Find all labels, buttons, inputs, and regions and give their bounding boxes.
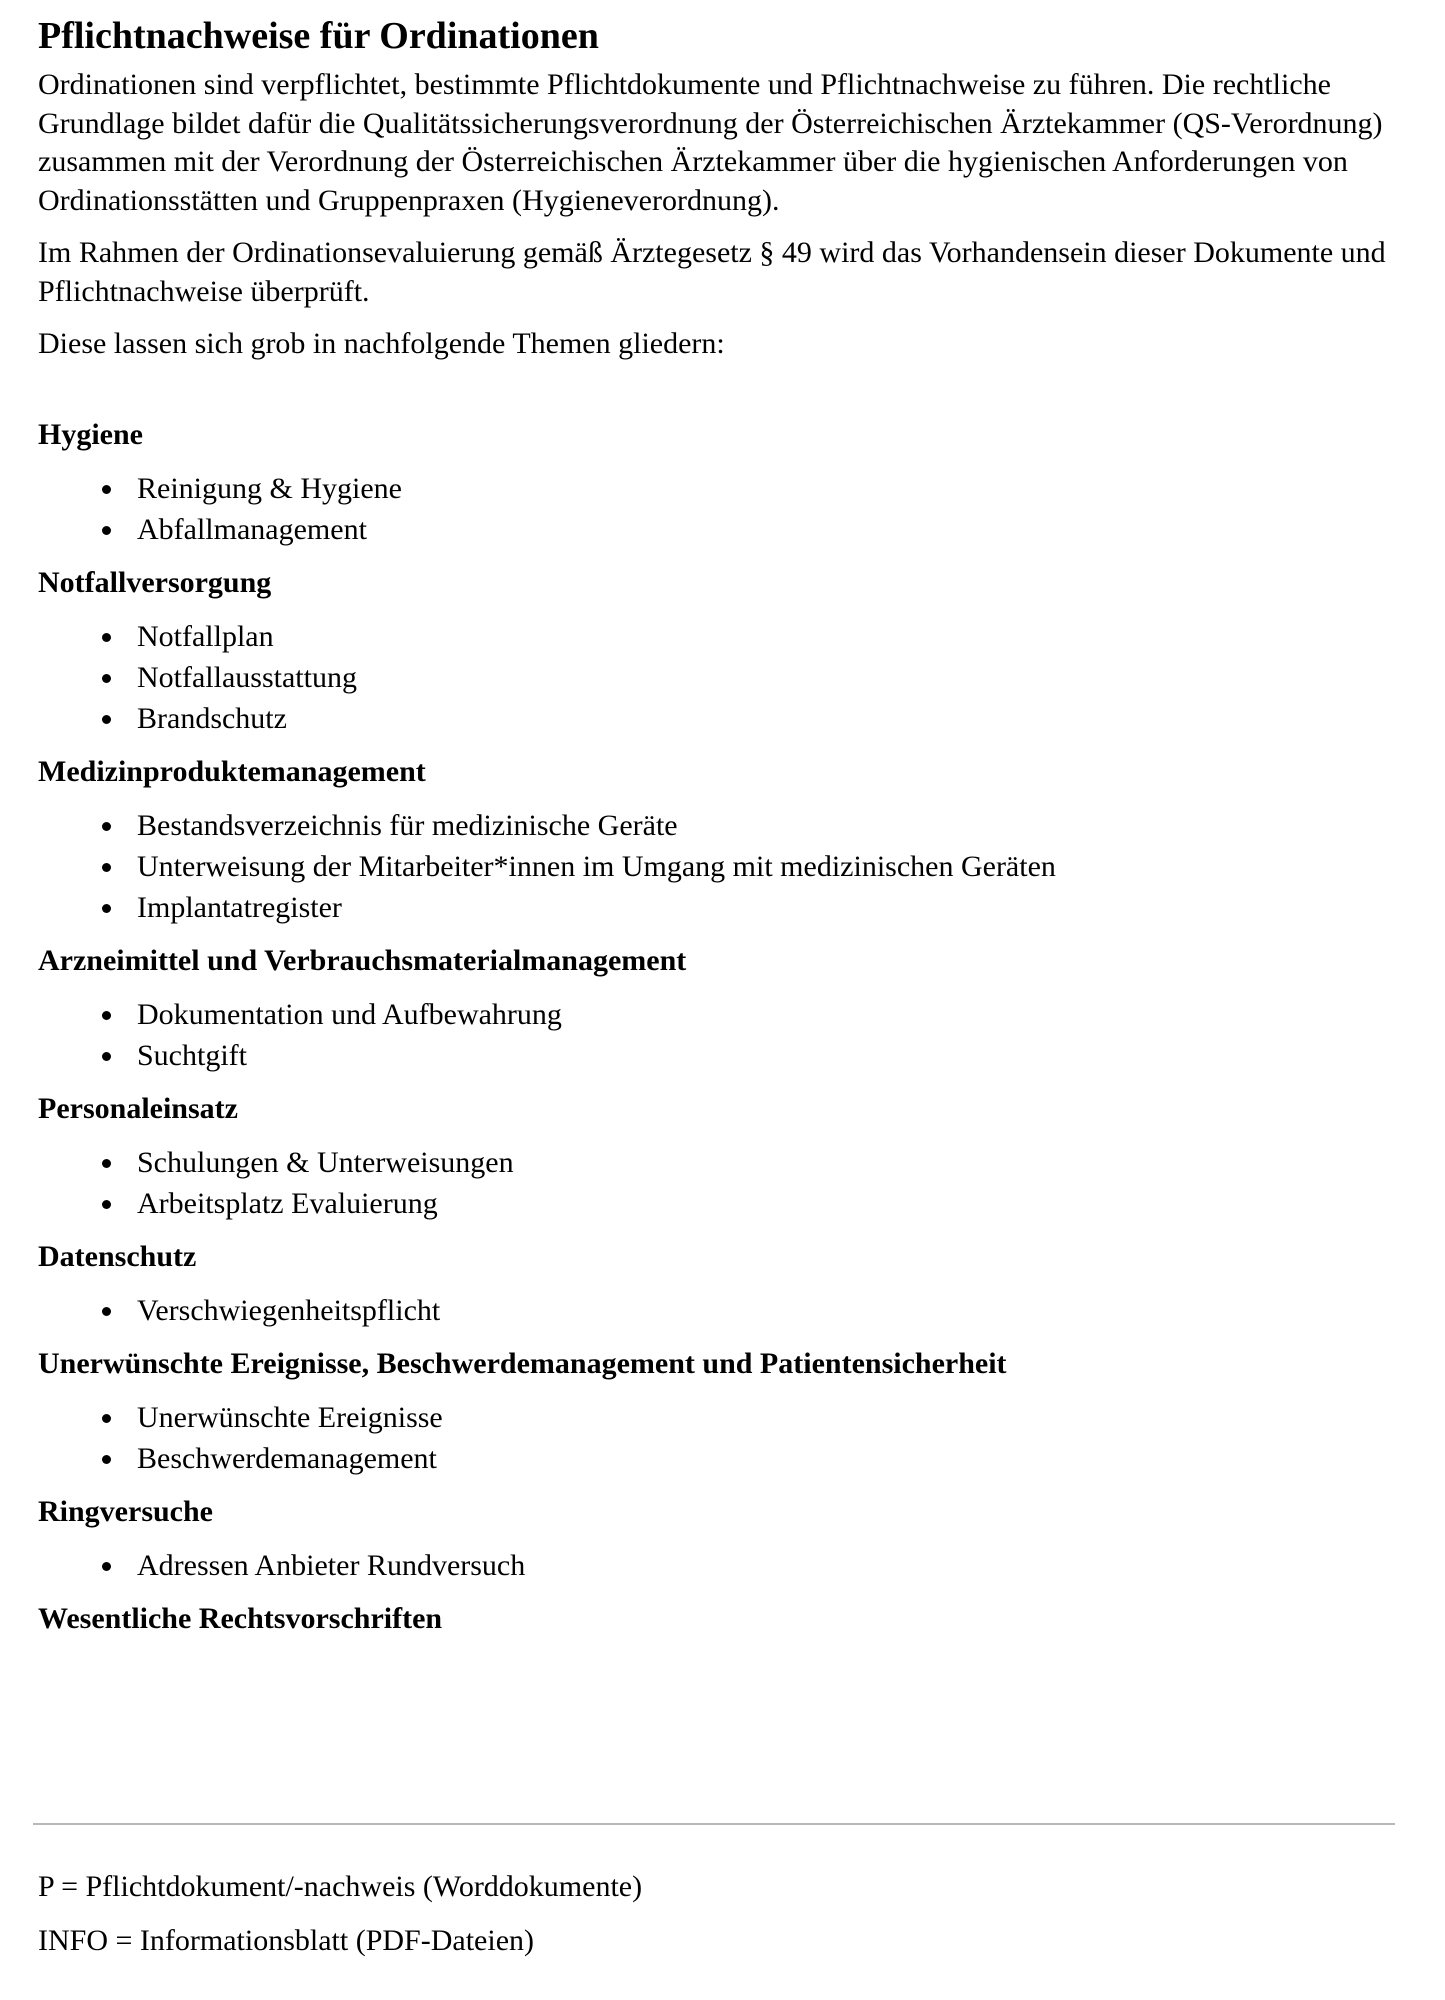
intro-paragraph-topics: Diese lassen sich grob in nachfolgende Themen gliedern: xyxy=(38,327,725,360)
list-item[interactable]: Bestandsverzeichnis für medizinische Geräte xyxy=(38,805,1389,846)
section-title-unerwuenschte-ereignisse[interactable]: Unerwünschte Ereignisse, Beschwerdemanagement und Patientensicherheit xyxy=(38,1346,1007,1380)
section-list-hygiene xyxy=(38,468,1389,550)
list-item[interactable]: Suchtgift xyxy=(38,1035,1389,1076)
section-list-medizinproduktemanagement xyxy=(38,805,1389,928)
section-list-unerwuenschte-ereignisse xyxy=(38,1397,1389,1479)
section-title-ringversuche[interactable]: Ringversuche xyxy=(38,1494,213,1528)
section-title-personaleinsatz[interactable]: Personaleinsatz xyxy=(38,1091,238,1125)
list-item[interactable]: Unterweisung der Mitarbeiter*innen im Umgang mit medizinischen Geräten xyxy=(38,846,1389,887)
list-item[interactable]: Dokumentation und Aufbewahrung xyxy=(38,994,1389,1035)
legend-item-info: INFO = Informationsblatt (PDF-Dateien) xyxy=(38,1924,534,1957)
page-title: Pflichtnachweise für Ordinationen xyxy=(38,15,599,57)
list-item[interactable]: Notfallausstattung xyxy=(38,657,1389,698)
list-item[interactable]: Brandschutz xyxy=(38,698,1389,739)
section-list-datenschutz xyxy=(38,1290,1389,1331)
list-item[interactable]: Abfallmanagement xyxy=(38,509,1389,550)
section-list-personaleinsatz xyxy=(38,1142,1389,1224)
section-title-datenschutz[interactable]: Datenschutz xyxy=(38,1239,197,1273)
section-title-notfallversorgung[interactable]: Notfallversorgung xyxy=(38,565,272,599)
intro-paragraph-evaluation: Im Rahmen der Ordinationsevaluierung gemäß Ärztegesetz § 49 wird das Vorhandensein dieser Dokumente und Pflichtnachweise überprüft. xyxy=(38,236,1386,308)
legend-item-p: P = Pflichtdokument/-nachweis (Worddokumente) xyxy=(38,1870,643,1903)
section-title-arzneimittel[interactable]: Arzneimittel und Verbrauchsmaterialmanagement xyxy=(38,943,687,977)
section-title-hygiene[interactable]: Hygiene xyxy=(38,417,143,451)
legend xyxy=(38,1868,642,1976)
divider xyxy=(33,1823,1395,1825)
list-item[interactable]: Schulungen & Unterweisungen xyxy=(38,1142,1389,1183)
list-item[interactable]: Beschwerdemanagement xyxy=(38,1438,1389,1479)
list-item[interactable]: Notfallplan xyxy=(38,616,1389,657)
intro-paragraph-legal-basis: Ordinationen sind verpflichtet, bestimmte Pflichtdokumente und Pflichtnachweise zu führen. Die rechtliche Grundlage bildet dafür die Qualitätssicherungsverordnung der Österreichischen Ärztekammer (QS-Verordnung) zusammen mit der Verordnung der Österreichischen Ärztekammer über die hygienischen Anforderungen von Ordinationsstätten und Gruppenpraxen (Hygieneverordnung). xyxy=(38,68,1383,217)
list-item[interactable]: Unerwünschte Ereignisse xyxy=(38,1397,1389,1438)
section-list-notfallversorgung xyxy=(38,616,1389,739)
section-list-arzneimittel xyxy=(38,994,1389,1076)
section-title-rechtsvorschriften[interactable]: Wesentliche Rechtsvorschriften xyxy=(38,1601,443,1635)
section-title-medizinproduktemanagement[interactable]: Medizinproduktemanagement xyxy=(38,754,426,788)
list-item[interactable]: Adressen Anbieter Rundversuch xyxy=(38,1545,1389,1586)
list-item[interactable]: Implantatregister xyxy=(38,887,1389,928)
topic-sections xyxy=(38,416,1389,1638)
list-item[interactable]: Reinigung & Hygiene xyxy=(38,468,1389,509)
list-item[interactable]: Verschwiegenheitspflicht xyxy=(38,1290,1389,1331)
section-list-ringversuche xyxy=(38,1545,1389,1586)
list-item[interactable]: Arbeitsplatz Evaluierung xyxy=(38,1183,1389,1224)
